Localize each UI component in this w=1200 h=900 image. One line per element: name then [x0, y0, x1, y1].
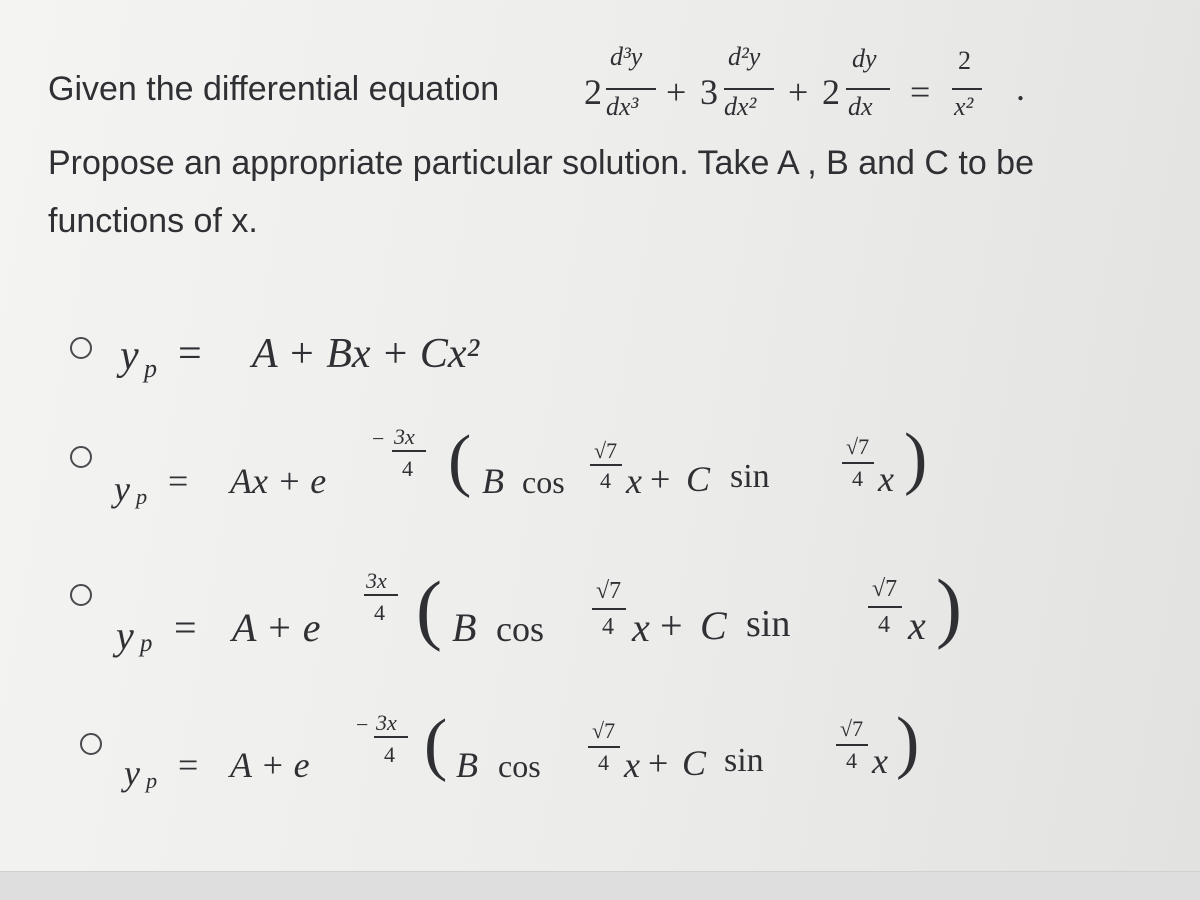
question-line-3: functions of x.	[48, 202, 258, 240]
option-4-right-paren: )	[896, 704, 920, 781]
option-2-cos: cos	[522, 464, 565, 500]
bottom-divider	[0, 871, 1200, 900]
option-4-c: C	[682, 743, 707, 783]
rhs-numerator: 2	[958, 46, 971, 75]
option-3-exp-den: 4	[374, 600, 385, 625]
option-2-exp-den: 4	[402, 456, 413, 481]
option-4-root-2: √7	[840, 716, 864, 741]
coef-2: 3	[700, 72, 718, 112]
option-4-b: B	[456, 745, 478, 785]
option-3-den-1: 4	[602, 614, 614, 640]
option-3-exp-num: 3x	[366, 568, 387, 593]
option-4-exp-den: 4	[384, 742, 395, 767]
option-3-den-2: 4	[878, 612, 890, 638]
dy-denominator: dx	[848, 92, 873, 121]
option-2-exp-bar	[392, 450, 426, 452]
option-4-x-1: x	[624, 745, 640, 785]
option-2-x-2: x	[878, 459, 894, 499]
option-2-x-1: x	[626, 461, 642, 501]
option-4-x-2: x	[872, 741, 888, 781]
plus-2: +	[788, 72, 809, 112]
option-4-left-paren: (	[424, 706, 448, 783]
option-3-root-2: √7	[872, 576, 898, 602]
option-3-c: C	[700, 603, 727, 648]
option-2-y: y	[114, 469, 130, 509]
option-2-b: B	[482, 461, 504, 501]
option-4-cos: cos	[498, 748, 541, 784]
option-2-lead: Ax + e	[230, 461, 327, 501]
option-2-c: C	[686, 459, 711, 499]
option-1-body: A + Bx + Cx²	[252, 331, 480, 377]
option-4-exp-bar	[374, 736, 408, 738]
option-2-bar-2	[842, 462, 874, 464]
equals-sign: =	[910, 72, 931, 112]
option-4-lead: A + e	[230, 745, 310, 785]
option-3-bar-1	[592, 608, 626, 610]
option-3-cos: cos	[496, 609, 544, 649]
option-4-den-1: 4	[598, 750, 609, 775]
option-3-lead: A + e	[232, 605, 321, 650]
option-3-x-1: x	[632, 605, 650, 650]
option-1-equals: =	[178, 331, 202, 377]
option-2-left-paren: (	[448, 422, 472, 499]
option-2-exp-sign: −	[372, 426, 385, 451]
option-3-sin: sin	[746, 603, 791, 645]
option-3-right-paren: )	[936, 563, 962, 650]
option-4-equals: =	[178, 745, 199, 785]
option-3-subscript: p	[140, 630, 153, 657]
option-3-bar-2	[868, 606, 902, 608]
option-2-root-2: √7	[846, 434, 870, 459]
option-3-x-2: x	[908, 603, 926, 648]
option-3-root-1: √7	[596, 578, 622, 604]
option-2-den-2: 4	[852, 466, 863, 491]
option-2-exp-num: 3x	[394, 424, 415, 449]
option-4-den-2: 4	[846, 748, 857, 773]
question-line-2: Propose an appropriate particular solution. Take A , B and C to be	[48, 144, 1034, 182]
option-4-exp-sign: −	[356, 712, 369, 737]
option-3-radio[interactable]	[70, 584, 92, 606]
option-2-subscript: p	[136, 484, 148, 509]
option-4-plus: +	[648, 743, 669, 783]
option-3-plus: +	[660, 603, 683, 648]
d3y-numerator: d³y	[610, 42, 643, 71]
option-4-bar-1	[588, 746, 620, 748]
equation-period: .	[1016, 68, 1025, 108]
coef-3: 2	[822, 72, 840, 112]
d3y-denominator: dx³	[606, 92, 639, 121]
option-2-right-paren: )	[904, 420, 928, 497]
option-4-bar-2	[836, 744, 868, 746]
option-3-y: y	[116, 613, 134, 658]
option-4-exp-num: 3x	[376, 710, 397, 735]
option-4-radio[interactable]	[80, 733, 102, 755]
rhs-denominator: x²	[954, 92, 974, 121]
option-1-radio[interactable]	[70, 337, 92, 359]
option-2-radio[interactable]	[70, 446, 92, 468]
option-4-root-1: √7	[592, 718, 616, 743]
option-1-subscript: p	[144, 354, 158, 383]
option-2-den-1: 4	[600, 468, 611, 493]
option-2-bar-1	[590, 464, 622, 466]
option-4-sin: sin	[724, 742, 764, 779]
option-2-plus: +	[650, 459, 671, 499]
d2y-denominator: dx²	[724, 92, 757, 121]
question-prefix: Given the differential equation	[48, 70, 500, 108]
option-2-sin: sin	[730, 458, 770, 495]
option-3-left-paren: (	[416, 565, 442, 652]
option-4-subscript: p	[146, 768, 158, 793]
option-2-equals: =	[168, 461, 189, 501]
coef-1: 2	[584, 72, 602, 112]
option-4-y: y	[124, 753, 140, 793]
option-1-y: y	[120, 333, 139, 379]
option-3-b: B	[452, 605, 477, 650]
option-3-exp-bar	[364, 594, 398, 596]
plus-1: +	[666, 72, 687, 112]
d2y-numerator: d²y	[728, 42, 761, 71]
dy-numerator: dy	[852, 44, 877, 73]
option-2-root-1: √7	[594, 438, 618, 463]
option-3-equals: =	[174, 605, 197, 650]
